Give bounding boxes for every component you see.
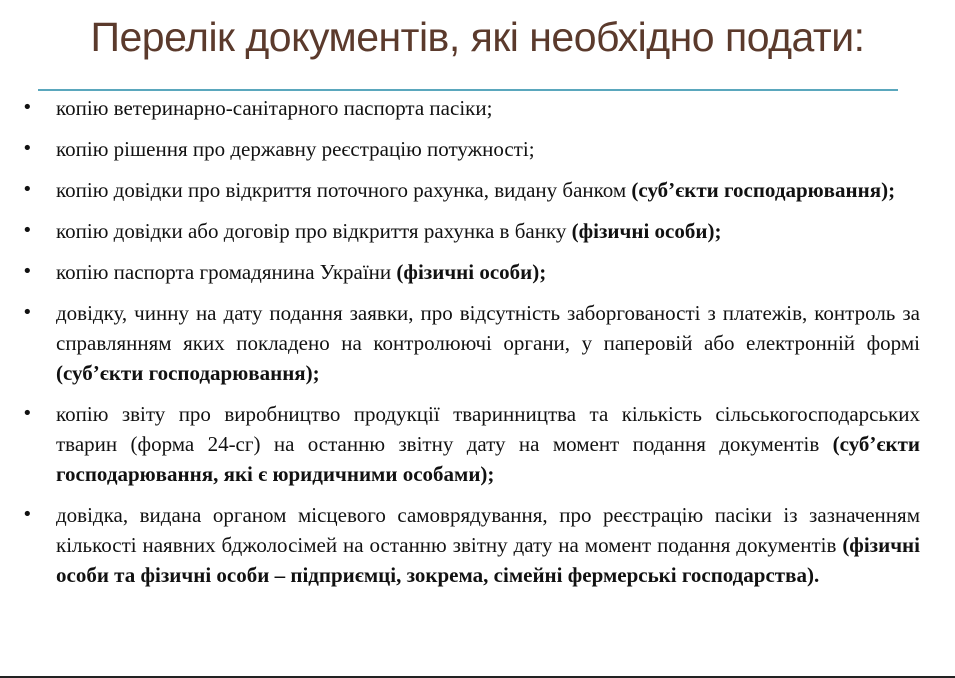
item-text: копію паспорта громадянина України (56, 260, 397, 284)
documents-list (0, 91, 955, 590)
bullet-icon: • (22, 97, 33, 118)
list-item (0, 93, 955, 123)
item-note: (суб’єкти господарювання); (56, 361, 320, 385)
item-note: (фізичні особи); (396, 260, 547, 284)
bullet-icon: • (22, 504, 33, 525)
item-text: довідка, видана органом місцевого самоврядування, про реєстрацію пасіки із зазначенням кількості наявних бджолосімей на останню звітну дату на момент подання документів (56, 503, 920, 557)
list-item (0, 500, 955, 590)
item-text: копію ветеринарно-санітарного паспорта пасіки; (56, 96, 493, 120)
item-note: (фізичні особи та фізичні особи – підприємці, зокрема, сімейні фермерські господарства). (56, 533, 920, 587)
page-title: Перелік документів, які необхідно подати: (90, 14, 865, 60)
bullet-icon: • (22, 179, 33, 200)
bullet-icon: • (22, 220, 33, 241)
item-text: копію звіту про виробництво продукції тваринництва та кількість сільськогосподарських тварин (форма 24-сг) на останню звітну дату на момент подання документів (56, 402, 920, 456)
bullet-icon: • (22, 302, 33, 323)
item-note: (суб’єкти господарювання); (631, 178, 896, 202)
list-item (0, 216, 955, 246)
list-item (0, 257, 955, 287)
item-text: копію довідки або договір про відкриття рахунка в банку (56, 219, 572, 243)
item-note: (фізичні особи); (571, 219, 722, 243)
bullet-icon: • (22, 261, 33, 282)
list-item (0, 175, 955, 205)
item-text: копію довідки про відкриття поточного рахунка, видану банком (56, 178, 632, 202)
item-note: (суб’єкти господарювання, які є юридичними особами); (56, 432, 920, 486)
item-text: довідку, чинну на дату подання заявки, про відсутність заборгованості з платежів, контроль за справлянням яких покладено на контролюючі органи, у паперовій або електронній формі (56, 301, 920, 355)
list-item (0, 134, 955, 164)
bullet-icon: • (22, 403, 33, 424)
item-text: копію рішення про державну реєстрацію потужності; (56, 137, 535, 161)
list-item (0, 298, 955, 388)
bullet-icon: • (22, 138, 33, 159)
list-item (0, 399, 955, 489)
